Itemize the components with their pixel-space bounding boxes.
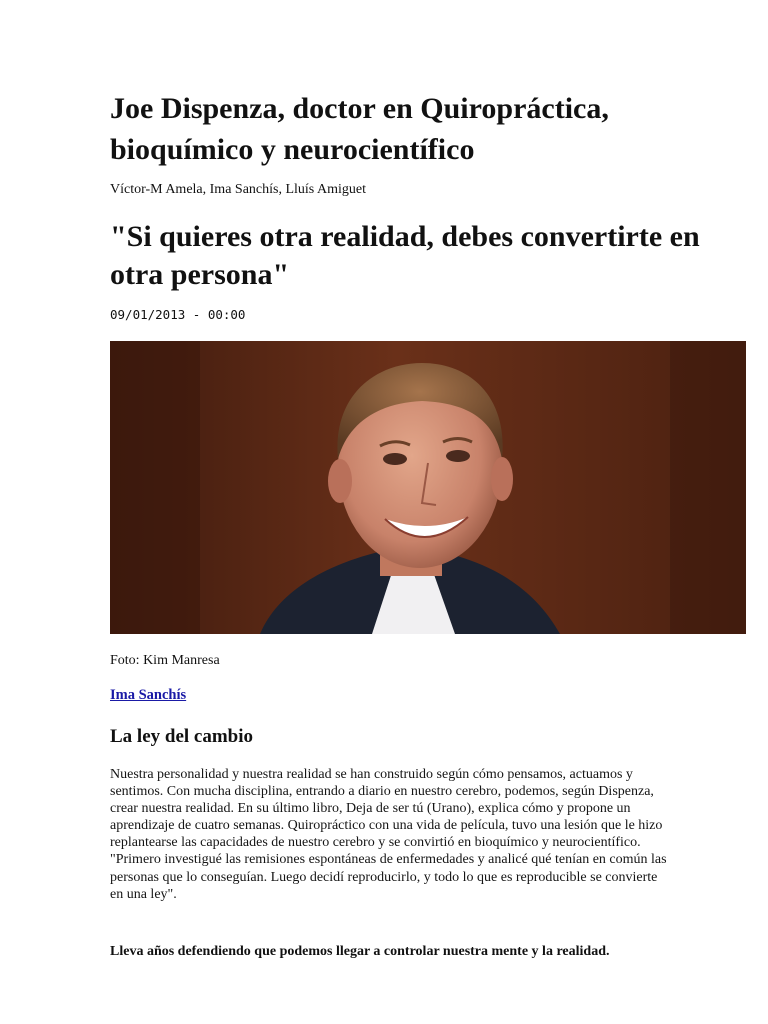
- article-date: 09/01/2013 - 00:00: [110, 307, 246, 322]
- article-quote-headline: "Si quieres otra realidad, debes convertirte en otra persona": [110, 220, 700, 291]
- article-authors: Víctor-M Amela, Ima Sanchís, Lluís Amiguet: [110, 182, 366, 197]
- author-link[interactable]: Ima Sanchís: [110, 687, 187, 703]
- section-title: La ley del cambio: [110, 726, 254, 747]
- photo-caption: Foto: Kim Manresa: [110, 653, 220, 668]
- portrait-image: [110, 341, 746, 634]
- article-body: Nuestra personalidad y nuestra realidad se han construido según cómo pensamos, actuamos y sentimos. Con mucha disciplina, entrando a diario en nuestro cerebro, podemos, según Dispenza, crear nuestra realidad. En su último libro, Deja de ser tú (Urano), explica cómo y propone un aprendizaje de cuatro semanas. Quiropráctico con una vida de película, tuvo una lesión que le hizo replantearse las capacidades de nuestro cerebro y se convirtió en bioquímico y neurocientífico. "Primero investigué las remisiones espontáneas de enfermedades y analicé qué tenían en común las personas que lo conseguían. Luego decidí reproducirlo, y todo lo que es reproducible se convierte en una ley".: [110, 767, 667, 902]
- article-title: Joe Dispenza, doctor en Quiropráctica, bioquímico y neurocientífico: [110, 92, 609, 166]
- article-photo: [110, 341, 746, 634]
- interview-question: Lleva años defendiendo que podemos llegar a controlar nuestra mente y la realidad.: [110, 944, 610, 959]
